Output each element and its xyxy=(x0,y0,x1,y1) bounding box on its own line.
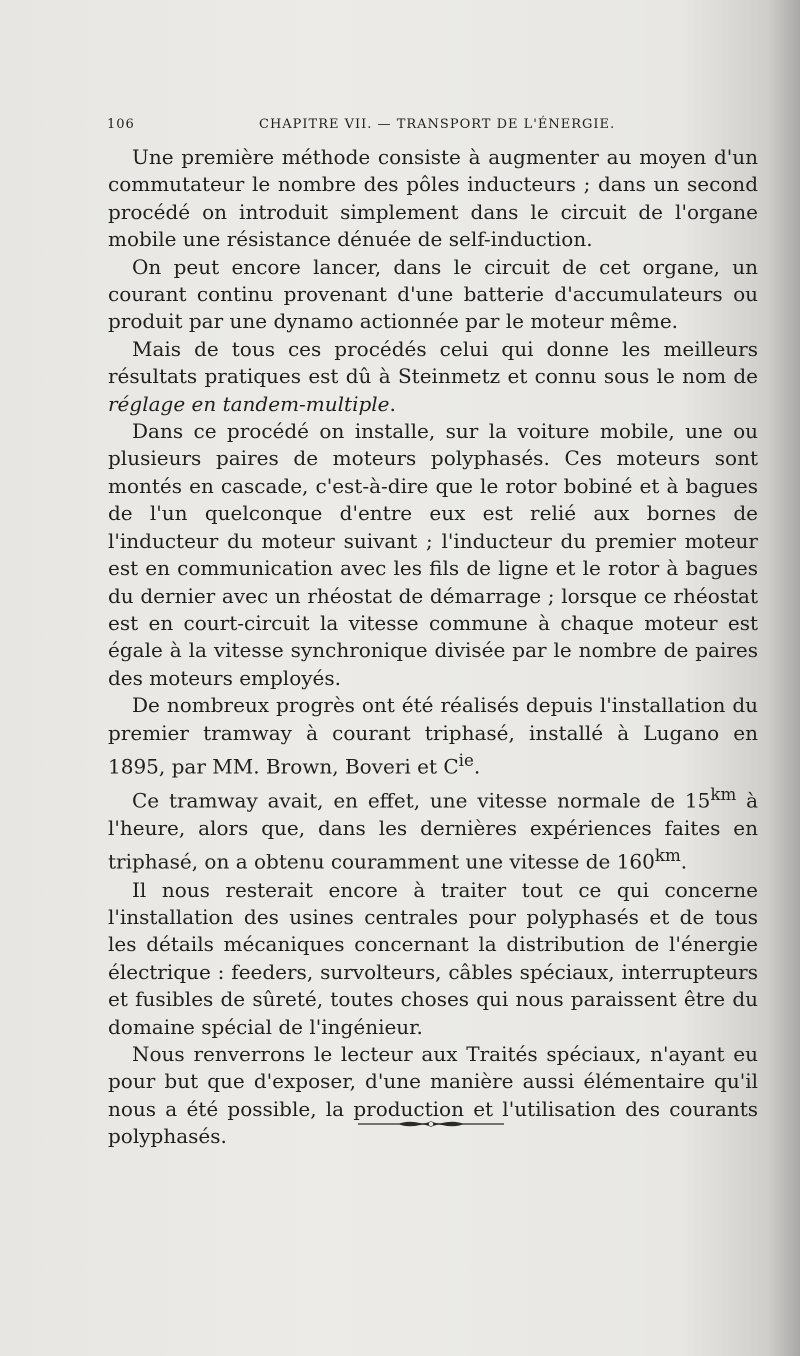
body-text xyxy=(108,144,758,1151)
paragraph-3-italic-term: réglage en tandem-multiple xyxy=(108,391,390,416)
paragraph-5 xyxy=(108,692,758,781)
paragraph-2: On peut encore lancer, dans le circuit de cet organe, un courant continu provenant d'une batterie d'accumulateurs ou produit par une dynamo actionnée par le moteur même. xyxy=(108,254,758,334)
paragraph-8: Nous renverrons le lecteur aux Traités spéciaux, n'ayant eu pour but que d'exposer, d'une manière aussi élémentaire qu'il nous a été possible, la production et l'utilisation des courants polyphasés. xyxy=(108,1041,758,1149)
paragraph-6-text: Ce tramway avait, en effet, une vitesse normale de 15 xyxy=(132,788,711,813)
paragraph-6-superscript: km xyxy=(710,785,737,804)
paragraph-3-text: Mais de tous ces procédés celui qui donne les meilleurs résultats pratiques est dû à Steinmetz et connu sous le nom de xyxy=(108,336,758,389)
paragraph-5-end: . xyxy=(473,754,481,779)
paragraph-6-middle: à l'heure, alors que, dans les dernières expériences faites en triphasé, on a obtenu couramment une vitesse de 160 xyxy=(108,788,758,875)
paragraph-4: Dans ce procédé on installe, sur la voiture mobile, une ou plusieurs paires de moteurs polyphasés. Ces moteurs sont montés en cascade, c'est-à-dire que le rotor bobiné et à bagues de l'un quelconque d'entre eux est relié aux bornes de l'inducteur du moteur suivant ; l'inducteur du premier moteur est en communication avec les fils de ligne et le rotor à bagues du dernier avec un rhéostat de démarrage ; lorsque ce rhéostat est en court-circuit la vitesse commune à chaque moteur est égale à la vitesse synchronique divisée par le nombre de paires des moteurs employés. xyxy=(108,419,758,690)
paragraph-5-superscript: ie xyxy=(458,750,474,770)
end-ornament xyxy=(358,1116,504,1132)
running-title: CHAPITRE VII. — TRANSPORT DE L'ÉNERGIE. xyxy=(259,117,616,132)
paragraph-6-superscript-2: km xyxy=(654,846,681,866)
paragraph-7: Il nous resterait encore à traiter tout ce qui concerne l'installation des usines centrales pour polyphasés et de tous les détails mécaniques concernant la distribution de l'énergie électrique : feeders, survolteurs, câbles spéciaux, interrupteurs et fusibles de sûreté, toutes choses qui nous paraissent être du domaine spécial de l'ingénieur. xyxy=(108,877,758,1039)
paragraph-3 xyxy=(108,336,758,418)
paragraph-6-end: . xyxy=(680,850,688,875)
paragraph-3-end: . xyxy=(389,391,396,416)
paragraph-1: Une première méthode consiste à augmenter au moyen d'un commutateur le nombre des pôles inducteurs ; dans un second procédé on introduit simplement dans le circuit de l'organe mobile une résistance dénuée de self-induction. xyxy=(108,145,758,252)
paragraph-5-text: De nombreux progrès ont été réalisés depuis l'installation du premier tramway à courant triphasé, installé à Lugano en 1895, par MM. Brown, Boveri et C xyxy=(108,693,758,779)
page-number: 106 xyxy=(107,117,135,132)
paragraph-6 xyxy=(108,781,758,877)
